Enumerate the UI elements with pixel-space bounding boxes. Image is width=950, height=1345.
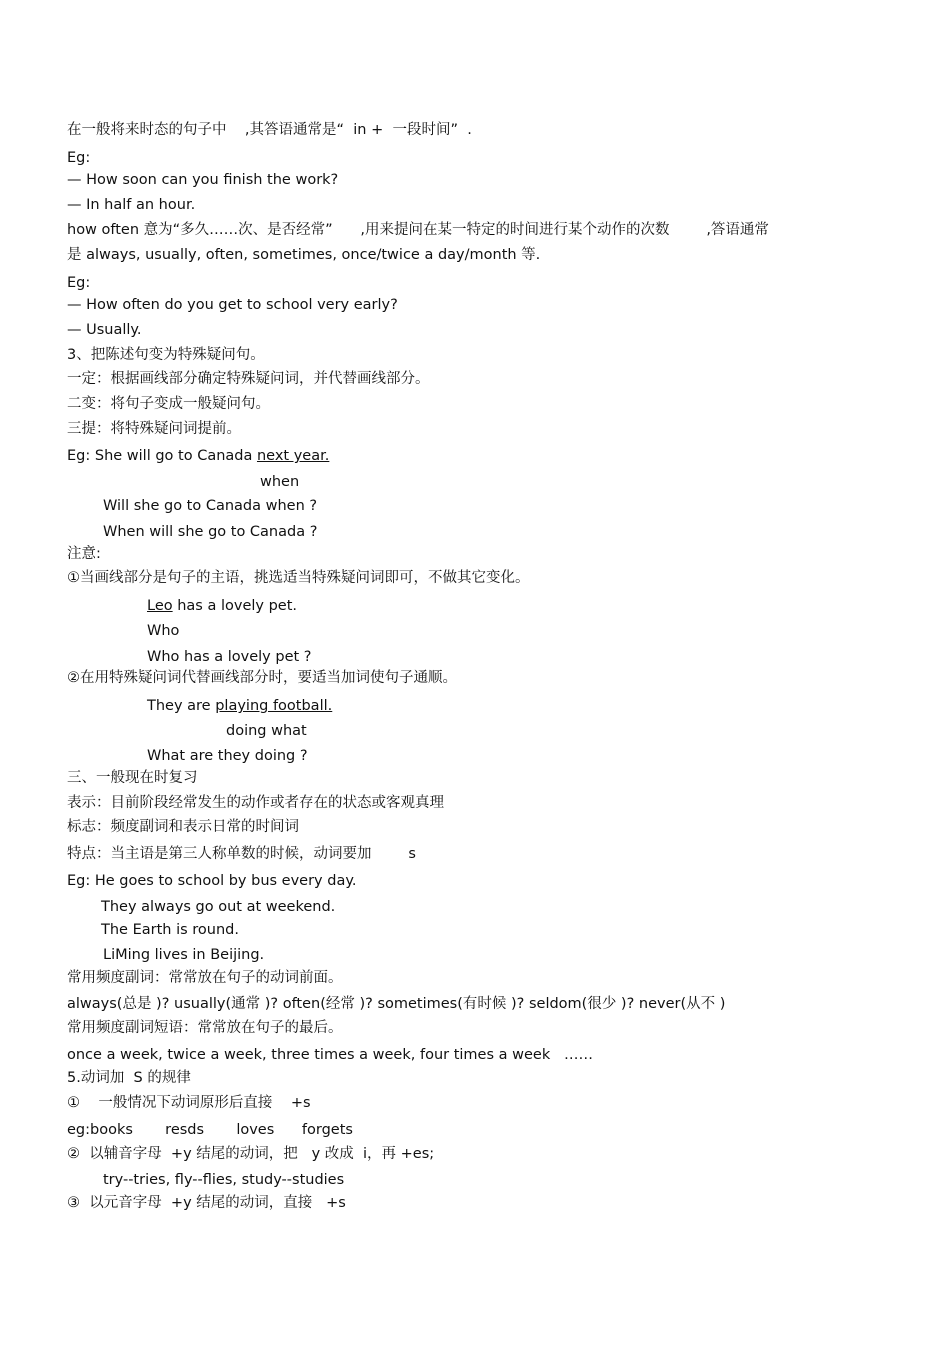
text-line: 注意: bbox=[67, 546, 101, 562]
underlined-phrase: Leo bbox=[147, 598, 173, 614]
text-line: — How often do you get to school very early? bbox=[67, 297, 398, 313]
text-line: ① 一般情况下动词原形后直接 +s bbox=[67, 1095, 311, 1111]
underlined-phrase: playing football. bbox=[215, 698, 333, 714]
text-line: how often 意为“多久……次、是否经常” ,用来提问在某一特定的时间进行某个动作的次数 ,答语通常 bbox=[67, 222, 769, 238]
text-line: — In half an hour. bbox=[67, 197, 196, 213]
text-line: LiMing lives in Beijing. bbox=[103, 947, 265, 963]
text-line: eg:books resds loves forgets bbox=[67, 1122, 353, 1138]
text-span: Eg: She will go to Canada bbox=[67, 448, 257, 464]
text-line: Who bbox=[147, 623, 180, 639]
text-line: — How soon can you finish the work? bbox=[67, 172, 339, 188]
text-line: — Usually. bbox=[67, 322, 142, 338]
text-line: 常用频度副词短语：常常放在句子的最后。 bbox=[67, 1020, 343, 1036]
text-line bbox=[147, 697, 332, 715]
text-line: try--tries, fly--flies, study--studies bbox=[103, 1172, 345, 1188]
text-line: 标志：频度副词和表示日常的时间词 bbox=[67, 819, 299, 835]
text-line: always(总是 )? usually(通常 )? often(经常 )? sometimes(有时候 )? seldom(很少 )? never(从不 ) bbox=[67, 996, 726, 1012]
text-line: 3、把陈述句变为特殊疑问句。 bbox=[67, 347, 265, 363]
text-line: doing what bbox=[226, 723, 307, 739]
text-line: Eg: bbox=[67, 275, 91, 291]
text-line bbox=[67, 447, 329, 465]
underlined-phrase: next year. bbox=[256, 448, 330, 464]
text-line: 三、一般现在时复习 bbox=[67, 770, 198, 786]
text-line: They always go out at weekend. bbox=[101, 899, 336, 915]
text-line: 在一般将来时态的句子中 ,其答语通常是“ in + 一段时间” . bbox=[67, 122, 472, 138]
text-line: 表示：目前阶段经常发生的动作或者存在的状态或客观真理 bbox=[67, 795, 444, 811]
text-line: once a week, twice a week, three times a week, four times a week …… bbox=[67, 1047, 594, 1063]
text-line: When will she go to Canada ? bbox=[103, 524, 318, 540]
text-line: 特点：当主语是第三人称单数的时候，动词要加 s bbox=[67, 846, 416, 862]
text-line: ①当画线部分是句子的主语，挑选适当特殊疑问词即可，不做其它变化。 bbox=[67, 570, 530, 586]
text-line bbox=[147, 597, 297, 615]
text-line: The Earth is round. bbox=[101, 922, 239, 938]
text-line: ② 以辅音字母 +y 结尾的动词，把 y 改成 i，再 +es; bbox=[67, 1146, 435, 1162]
text-line: Eg: He goes to school by bus every day. bbox=[67, 873, 357, 889]
text-line: 二变：将句子变成一般疑问句。 bbox=[67, 396, 270, 412]
text-line: 常用频度副词：常常放在句子的动词前面。 bbox=[67, 970, 343, 986]
text-line: 是 always, usually, often, sometimes, once/twice a day/month 等. bbox=[67, 247, 541, 263]
text-line: 一定：根据画线部分确定特殊疑问词，并代替画线部分。 bbox=[67, 371, 430, 387]
text-line: when bbox=[260, 474, 300, 490]
text-line: Will she go to Canada when ? bbox=[103, 498, 318, 514]
text-line: Who has a lovely pet ? bbox=[147, 649, 312, 665]
text-line: 5.动词加 S 的规律 bbox=[67, 1070, 191, 1086]
text-line: 三提：将特殊疑问词提前。 bbox=[67, 421, 241, 437]
text-line: What are they doing ? bbox=[147, 748, 308, 764]
text-line: ②在用特殊疑问词代替画线部分时，要适当加词使句子通顺。 bbox=[67, 670, 457, 686]
text-line: ③ 以元音字母 +y 结尾的动词，直接 +s bbox=[67, 1195, 346, 1211]
text-span: They are bbox=[147, 698, 216, 714]
text-span: has a lovely pet. bbox=[172, 598, 298, 614]
text-line: Eg: bbox=[67, 150, 91, 166]
